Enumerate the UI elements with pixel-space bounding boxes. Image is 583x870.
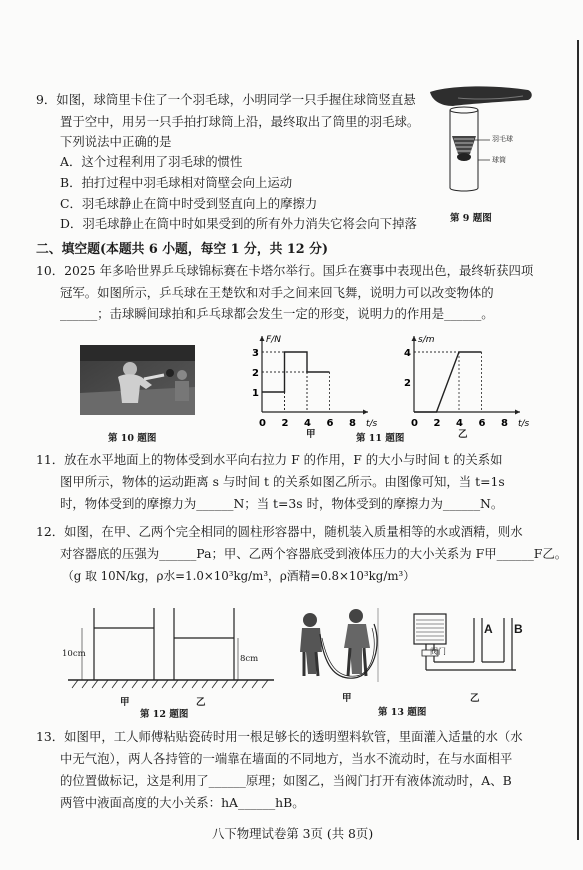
q11-chart-jia [240,322,380,430]
q10-line-3: ______；击球瞬间球拍和乒乓球都会发生一定的形变，说明力的作用是______。 [60,306,494,321]
chart-yi-series-line [414,352,482,412]
q13-figure-caption: 第 13 题图 [378,707,427,718]
chart-yi-x-tick: 6 [478,418,486,429]
q10-line-1: 10．2025 年多哈世界乒乓球锦标赛在卡塔尔举行。国乒在赛事中表现出色，最终斩获四项 [36,263,534,278]
hand-shape [430,86,532,106]
q12-yi-label: 乙 [196,697,206,708]
q13-line-3: 的位置做标记，这是利用了______原理；如图乙，当阀门打开有液体流动时，A、B [60,773,512,788]
q13-label-a: A [484,622,493,636]
q13-line-1: 13．如图甲，工人师傅粘贴瓷砖时用一根足够长的透明塑料软管，里面灌入适量的水（水 [36,729,523,744]
q13-jia-label: 甲 [342,693,352,704]
chart-yi-x-tick: 8 [501,418,508,429]
q10-photo [80,345,195,415]
chart-yi-y-tick: 4 [404,348,411,359]
q11-line-3: 时，物体受到的摩擦力为______N；当 t=3s 时，物体受到的摩擦力为______N。 [60,496,504,511]
q9-line-3: 下列说法中正确的是 [60,134,172,149]
chart-jia-x-tick: 2 [281,418,289,429]
q12-figure [64,604,279,690]
chart-jia-y-label: F/N [266,335,281,345]
chart-jia-y-tick: 3 [252,348,259,359]
q11-yi-label: 乙 [458,429,468,440]
q13-line-2: 中无气泡），两人各持管的一端靠在墙面的不同地方，当水不流动时，在与水面相平 [60,751,513,766]
q12-line-1: 12．如图，在甲、乙两个完全相同的圆柱形容器中，随机装入质量相等的水或酒精，则水 [36,524,523,539]
chart-jia-x-tick: 0 [259,418,266,429]
chart-yi-x-tick: 0 [411,418,418,429]
chart-jia-x-tick: 6 [326,418,334,429]
chart-yi-x-label: t/s [518,419,530,429]
q9-line-2: 置于空中，用另一只手拍打球筒上沿，最终取出了筒里的羽毛球。 [60,114,420,129]
q9-option-a: A．这个过程利用了羽毛球的惯性 [60,154,243,169]
q10-figure-caption: 第 10 题图 [108,433,157,444]
q9-figure-caption: 第 9 题图 [450,213,492,224]
chart-jia-y-tick: 2 [252,368,259,379]
chart-yi-y-label: s/m [418,335,435,345]
page-footer: 八下物理试卷第 3页 (共 8页) [212,826,374,841]
q12-label-8cm: 8cm [240,654,259,664]
q12-line-3: （g 取 10N/kg，ρ水=1.0×10³kg/m³，ρ酒精=0.8×10³kg/m³） [62,569,416,583]
q9-option-d: D．羽毛球静止在筒中时如果受到的所有外力消失它将会向下掉落 [60,216,417,231]
q12-line-2: 对容器底的压强为______Pa；甲、乙两个容器底受到液体压力的大小关系为 F甲______F乙。 [60,546,568,561]
q9-figure [428,84,543,210]
q11-jia-label: 甲 [306,429,316,440]
q11-line-2: 图甲所示，物体的运动距离 s 与时间 t 的关系如图乙所示。由图像可知，当 t=1s [60,474,505,489]
label-shuttlecock: 羽毛球 [492,135,513,143]
chart-yi-x-tick: 2 [433,418,441,429]
q12-figure-caption: 第 12 题图 [140,709,189,720]
q13-label-valve: 阀门 [430,647,446,656]
chart-jia-x-tick: 4 [304,418,311,429]
q9-line-1: 9．如图，球筒里卡住了一个羽毛球，小明同学一只手握住球筒竖直悬 [36,92,416,107]
q10-line-2: 冠军。如图所示，乒乓球在王楚钦和对手之间来回飞舞，说明力可以改变物体的 [60,285,494,300]
q11-chart-yi [392,322,532,430]
q13-yi-label: 乙 [470,693,480,704]
q9-option-b: B．拍打过程中羽毛球相对筒壁会向上运动 [60,175,293,190]
q11-line-1: 11．放在水平地面上的物体受到水平向右拉力 F 的作用，F 的大小与时间 t 的关系如 [36,452,503,467]
q11-figure-caption: 第 11 题图 [356,433,405,444]
chart-yi-y-tick: 2 [404,378,411,389]
section2-title: 二、填空题(本题共 6 小题，每空 1 分，共 12 分) [36,242,329,257]
chart-yi-x-tick: 4 [456,418,463,429]
q13-label-b: B [514,622,523,636]
q13-line-4: 两管中液面高度的大小关系：hA______hB。 [60,795,305,810]
q12-jia-label: 甲 [120,697,130,708]
chart-jia-x-label: t/s [366,419,378,429]
label-tube: 球筒 [492,156,506,164]
q13-figure-yi [408,604,528,684]
q13-figure-jia [294,604,398,686]
q12-label-10cm: 10cm [62,649,86,659]
chart-jia-y-tick: 1 [252,388,259,399]
chart-jia-x-tick: 8 [349,418,356,429]
q9-option-c: C．羽毛球静止在筒中时受到竖直向上的摩擦力 [60,196,318,211]
page-edge-line [577,40,579,840]
